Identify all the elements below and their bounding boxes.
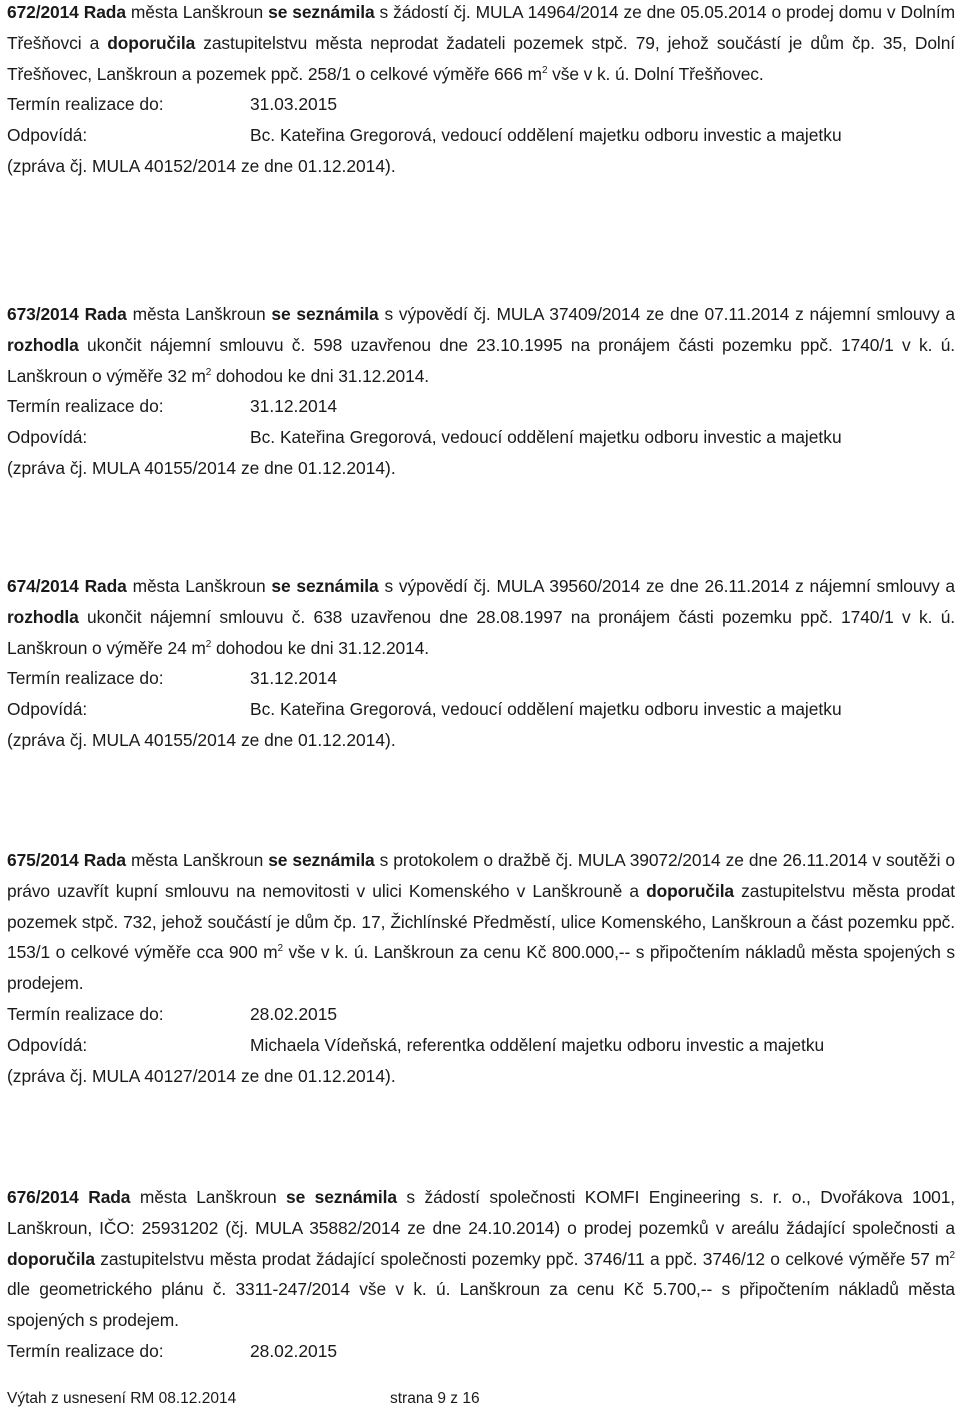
- report-reference: (zpráva čj. MULA 40152/2014 ze dne 01.12.2014).: [7, 155, 396, 176]
- resolution-675: [7, 845, 955, 1091]
- resolution-text: 676/2014 Rada města Lanškroun se seznámila s žádostí společnosti KOMFI Engineering s. r. o., Dvořákova 1001, Lanškroun, IČO: 25931202 (čj. MULA 35882/2014 ze dne 24.10.2014) o prodej pozemků v areálu žádající společnosti a doporučila zastupitelstvu města prodat žádající společnosti pozemky ppč. 3746/11 a ppč. 3746/12 o celkové výměře 57 $m^2$ dle geometrického plánu č. 3311-247/2014 vše v k. ú. Lanškroun za cenu Kč 5.700,-- s připočtením nákladů města spojených s prodejem.: [7, 1187, 956, 1331]
- report-reference: (zpráva čj. MULA 40127/2014 ze dne 01.12.2014).: [7, 1065, 396, 1086]
- responsible-row: Odpovídá: Bc. Kateřina Gregorová, vedoucí oddělení majetku odboru investic a majetku: [7, 699, 842, 720]
- resolution-672: [7, 0, 955, 182]
- report-reference: (zpráva čj. MULA 40155/2014 ze dne 01.12.2014).: [7, 457, 396, 478]
- report-reference: (zpráva čj. MULA 40155/2014 ze dne 01.12.2014).: [7, 729, 396, 750]
- deadline-row: Termín realizace do: 31.12.2014: [7, 396, 338, 417]
- responsible-row: Odpovídá: Michaela Vídeňská, referentka oddělení majetku odboru investic a majetku: [7, 1034, 825, 1055]
- deadline-row: Termín realizace do: 31.03.2015: [7, 94, 338, 115]
- resolution-text: 673/2014 Rada města Lanškroun se seznámila s výpovědí čj. MULA 37409/2014 ze dne 07.11.2014 z nájemní smlouvy a rozhodla ukončit nájemní smlouvu č. 598 uzavřenou dne 23.10.1995 na pronájem části pozemku ppč. 1740/1 v k. ú. Lanškroun o výměře 32 $m^2$ dohodou ke dni 31.12.2014.: [7, 304, 956, 386]
- responsible-row: Odpovídá: Bc. Kateřina Gregorová, vedoucí oddělení majetku odboru investic a majetku: [7, 427, 842, 448]
- deadline-row: Termín realizace do: 28.02.2015: [7, 1003, 338, 1024]
- deadline-row: Termín realizace do: 28.02.2015: [7, 1340, 338, 1361]
- footer-title: Výtah z usnesení RM 08.12.2014: [7, 1390, 237, 1407]
- resolution-676: [7, 1182, 955, 1367]
- deadline-row: Termín realizace do: 31.12.2014: [7, 668, 338, 689]
- page-footer: [7, 1388, 480, 1410]
- resolution-text: 674/2014 Rada města Lanškroun se seznámila s výpovědí čj. MULA 39560/2014 ze dne 26.11.2014 z nájemní smlouvy a rozhodla ukončit nájemní smlouvu č. 638 uzavřenou dne 28.08.1997 na pronájem části pozemku ppč. 1740/1 v k. ú. Lanškroun o výměře 24 $m^2$ dohodou ke dni 31.12.2014.: [7, 576, 956, 658]
- resolution-674: [7, 571, 955, 756]
- resolution-673: [7, 299, 955, 484]
- document-page: [7, 0, 955, 1412]
- responsible-row: Odpovídá: Bc. Kateřina Gregorová, vedoucí oddělení majetku odboru investic a majetku: [7, 125, 842, 146]
- page-number: strana 9 z 16: [390, 1390, 480, 1407]
- resolution-text: 672/2014 Rada města Lanškroun se seznámila s žádostí čj. MULA 14964/2014 ze dne 05.05.2014 o prodej domu v Dolním Třešňovci a doporučila zastupitelstvu města neprodat žadateli pozemek stpč. 79, jehož součástí je dům čp. 35, Dolní Třešňovec, Lanškroun a pozemek ppč. 258/1 o celkové výměře 666 $m^2$ vše v k. ú. Dolní Třešňovec.: [7, 2, 956, 84]
- resolution-text: 675/2014 Rada města Lanškroun se seznámila s protokolem o dražbě čj. MULA 39072/2014 ze dne 26.11.2014 v soutěži o právo uzavřít kupní smlouvu na nemovitosti v ulici Komenského v Lanškrouně a doporučila zastupitelstvu města prodat pozemek stpč. 732, jehož součástí je dům čp. 17, Žichlínské Předměstí, ulice Komenského, Lanškroun a část pozemku ppč. 153/1 o celkové výměře cca 900 $m^2$ vše v k. ú. Lanškroun za cenu Kč 800.000,-- s připočtením nákladů města spojených s prodejem.: [7, 850, 956, 994]
